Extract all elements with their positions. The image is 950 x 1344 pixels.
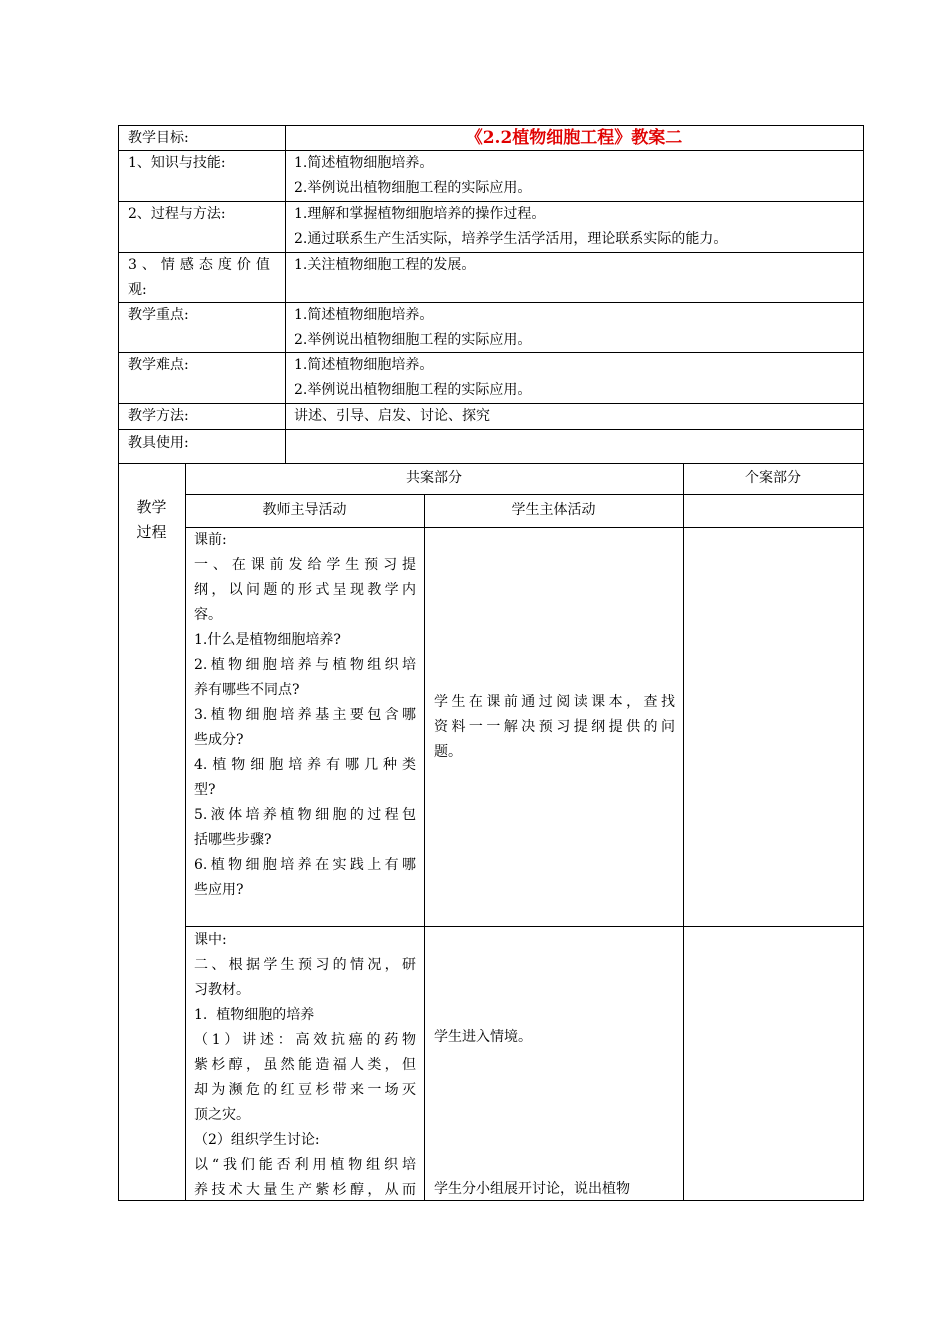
text-line: （2）组织学生讨论:	[194, 1132, 320, 1148]
table-border	[118, 463, 864, 464]
individual-section-header: 个案部分	[745, 470, 801, 486]
table-border	[185, 926, 864, 927]
text-line: 容。	[194, 607, 222, 623]
text-line: 5.液体培养植物细胞的过程包	[194, 807, 416, 823]
text-line: 1. 植物细胞的培养	[194, 1007, 315, 1023]
text-line: 些成分?	[194, 732, 244, 748]
text-line: 3.植物细胞培养基主要包含哪	[194, 707, 416, 723]
table-border	[683, 463, 684, 1200]
key-points-label: 教学重点:	[128, 307, 189, 323]
table-border	[118, 302, 864, 303]
table-border	[118, 352, 864, 353]
process-item: 1.理解和掌握植物细胞培养的操作过程。	[294, 206, 546, 222]
text-line: 课中:	[194, 932, 227, 948]
in-class-teacher-activity	[194, 928, 416, 1203]
difficult-points-item: 1.简述植物细胞培养。	[294, 357, 434, 373]
text-line: 养技术大量生产紫杉醇，从而	[194, 1182, 416, 1198]
text-line: 4.植物细胞培养有哪几种类	[194, 757, 416, 773]
knowledge-item: 2.举例说出植物细胞工程的实际应用。	[294, 180, 532, 196]
key-points-item: 2.举例说出植物细胞工程的实际应用。	[294, 332, 532, 348]
text-line: 二、根据学生预习的情况，研	[194, 957, 416, 973]
table-border	[863, 125, 864, 1201]
knowledge-label: 1、知识与技能:	[128, 155, 226, 171]
text-line: （1）讲述：高效抗癌的药物	[194, 1032, 416, 1048]
text-line: 课前:	[194, 532, 227, 548]
emotion-label-cont: 观:	[128, 282, 147, 298]
text-line: 题。	[434, 744, 462, 760]
text-line: 些应用?	[194, 882, 244, 898]
text-line: 括哪些步骤?	[194, 832, 272, 848]
text-line: 型?	[194, 782, 216, 798]
before-class-student-activity	[434, 690, 675, 765]
text-line: 6.植物细胞培养在实践上有哪	[194, 857, 416, 873]
table-border	[285, 125, 286, 463]
in-class-student-activity-a: 学生进入情境。	[434, 1029, 532, 1045]
process-side-label: 教学	[136, 498, 167, 516]
process-side-label-cont: 过程	[136, 523, 167, 541]
text-line: 以“我们能否利用植物组织培	[194, 1157, 416, 1173]
page-title: 《2.2植物细胞工程》教案二	[465, 128, 683, 148]
text-line: 却为濒危的红豆杉带来一场灭	[194, 1082, 416, 1098]
in-class-student-activity-b: 学生分小组展开讨论，说出植物	[434, 1181, 630, 1197]
difficult-points-item: 2.举例说出植物细胞工程的实际应用。	[294, 382, 532, 398]
table-border	[118, 429, 864, 430]
process-item: 2.通过联系生产生活实际，培养学生活学活用，理论联系实际的能力。	[294, 231, 728, 247]
text-line: 紫杉醇，虽然能造福人类，但	[194, 1057, 416, 1073]
table-border	[118, 403, 864, 404]
teaching-method-value: 讲述、引导、启发、讨论、探究	[294, 408, 490, 424]
shared-section-header: 共案部分	[406, 470, 462, 486]
text-line: 1.什么是植物细胞培养?	[194, 632, 341, 648]
text-line: 一、在课前发给学生预习提	[194, 557, 416, 573]
table-border	[185, 494, 864, 495]
teaching-tools-label: 教具使用:	[128, 435, 189, 451]
goal-label: 教学目标:	[128, 130, 189, 146]
emotion-label: 3、情感态度价值	[128, 257, 275, 273]
table-border	[424, 494, 425, 1200]
text-line: 养有哪些不同点?	[194, 682, 300, 698]
teaching-method-label: 教学方法:	[128, 408, 189, 424]
key-points-item: 1.简述植物细胞培养。	[294, 307, 434, 323]
teacher-activity-header: 教师主导活动	[262, 502, 347, 518]
text-line: 资料一一解决预习提纲提供的问	[434, 719, 675, 735]
difficult-points-label: 教学难点:	[128, 357, 189, 373]
text-line: 学生在课前通过阅读课本，查找	[434, 694, 675, 710]
text-line: 顶之灾。	[194, 1107, 250, 1123]
before-class-teacher-activity	[194, 528, 416, 903]
text-line: 习教材。	[194, 982, 250, 998]
table-border	[185, 463, 186, 1200]
knowledge-item: 1.简述植物细胞培养。	[294, 155, 434, 171]
text-line: 2.植物细胞培养与植物组织培	[194, 657, 416, 673]
process-label: 2、过程与方法:	[128, 206, 226, 222]
table-border	[118, 125, 119, 1201]
student-activity-header: 学生主体活动	[511, 502, 596, 518]
text-line: 纲，以问题的形式呈现教学内	[194, 582, 416, 598]
emotion-item: 1.关注植物细胞工程的发展。	[294, 257, 476, 273]
